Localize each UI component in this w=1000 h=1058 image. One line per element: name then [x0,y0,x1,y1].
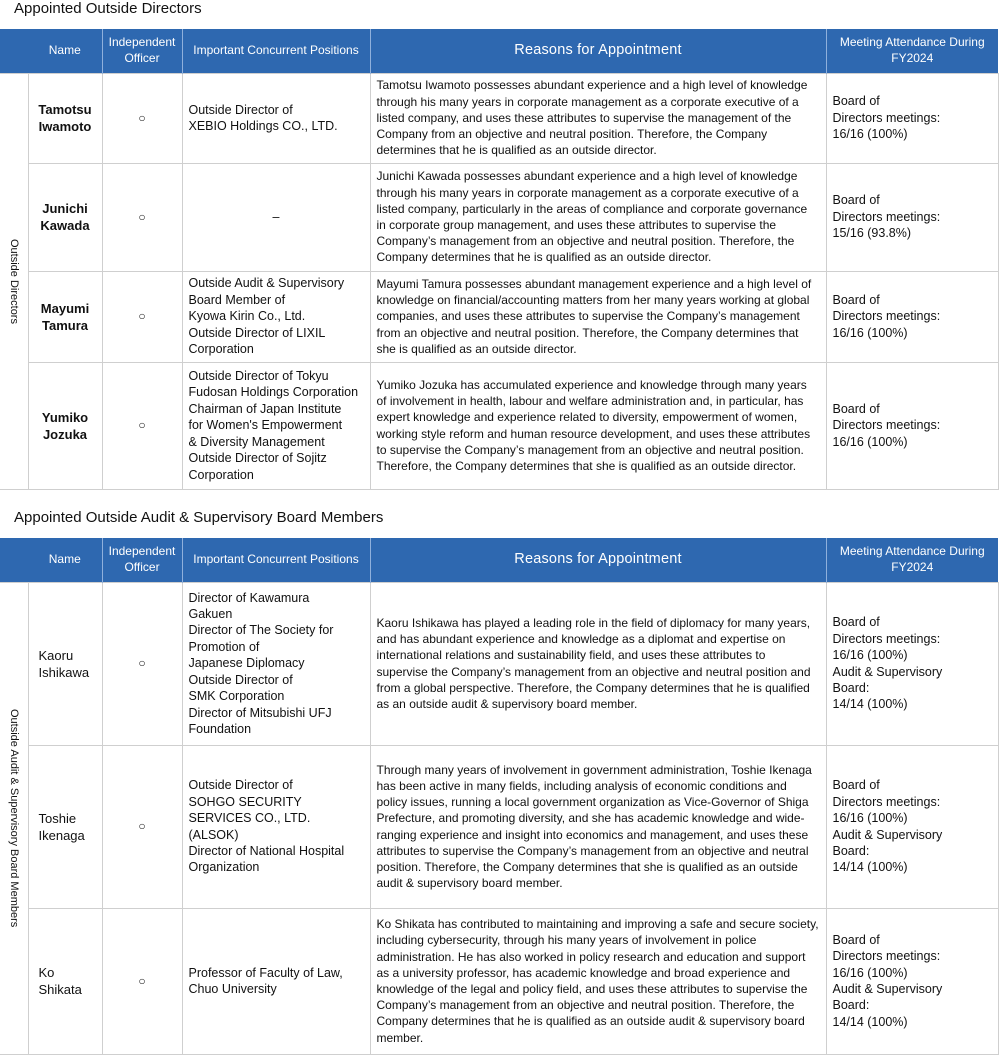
appointment-reason: Yumiko Jozuka has accumulated experience and knowledge through many years of involvement in health, labour and welfare administration and, in particular, has expert knowledge and experience related to diversity, empowerment of women, working style reform and human resource development, and uses these attributes to supervise the Company’s management from an objective and neutral position. Therefore, the Company determines that she is qualified as an outside director. [370,362,826,489]
header-independent: Independent Officer [102,538,182,582]
independent-mark: ○ [102,271,182,362]
meeting-attendance: Board of Directors meetings: 16/16 (100%) [826,271,998,362]
meeting-attendance: Board of Directors meetings: 16/16 (100%) Audit & Supervisory Board: 14/14 (100%) [826,908,998,1054]
table-row [0,362,998,489]
concurrent-positions: Outside Audit & Supervisory Board Member of Kyowa Kirin Co., Ltd. Outside Director of LIXIL Corporation [182,271,370,362]
meeting-attendance: Board of Directors meetings: 15/16 (93.8%) [826,163,998,271]
appointment-reason: Kaoru Ishikawa has played a leading role in the field of diplomacy for many years, and has abundant experience and knowledge as a diplomat and expertise on international relations and sustainability field, and uses these attributes to supervise the Company’s management from an objective and neutral position and from a global perspective. Therefore, the Company determines that he is qualified as an outside audit & supervisory board member. [370,582,826,745]
meeting-attendance: Board of Directors meetings: 16/16 (100%) Audit & Supervisory Board: 14/14 (100%) [826,745,998,908]
independent-mark: ○ [102,163,182,271]
header-name: Name [28,29,102,73]
header-positions: Important Concurrent Positions [182,538,370,582]
appointment-reason: Mayumi Tamura possesses abundant management experience and a high level of knowledge on financial/accounting matters from her many years working at global companies, and uses these attributes to supervise the Company’s management from an objective and neutral position. Therefore, the Company determines that she is qualified as an outside director. [370,271,826,362]
directors-table [0,29,999,490]
table-row [0,163,998,271]
section-title-auditors: Appointed Outside Audit & Supervisory Board Members [14,509,384,526]
header-reasons: Reasons for Appointment [370,29,826,73]
group-label-outside-directors: Outside Directors [7,238,20,324]
header-attendance: Meeting Attendance During FY2024 [826,538,998,582]
appointment-reason: Junichi Kawada possesses abundant experience and a high level of knowledge through his many years in corporate management as a corporate executive of a listed company, particularly in the areas of compliance and corporate governance in corporate group management, and uses these attributes to supervise the Company’s management from an objective and neutral position. Therefore, the Company determines that he is qualified as an outside director. [370,163,826,271]
concurrent-positions: Outside Director of SOHGO SECURITY SERVICES CO., LTD. (ALSOK) Director of National Hospital Organization [182,745,370,908]
appointment-reason: Ko Shikata has contributed to maintaining and improving a safe and secure society, including cybersecurity, through his many years of involvement in police administration. He has also worked in policy research and education and support as a university professor, has academic knowledge and broad experience and knowledge of the legal and policy field, and uses these attributes to supervise the Company’s management from an objective and neutral position. Therefore, the Company determines that he is qualified as an outside audit & supervisory board member. [370,908,826,1054]
header-reasons: Reasons for Appointment [370,538,826,582]
header-positions: Important Concurrent Positions [182,29,370,73]
meeting-attendance: Board of Directors meetings: 16/16 (100%) [826,73,998,163]
auditors-table [0,538,999,1055]
meeting-attendance: Board of Directors meetings: 16/16 (100%) [826,362,998,489]
table-row [0,745,998,908]
independent-mark: ○ [102,582,182,745]
concurrent-positions: Outside Director of Tokyu Fudosan Holdings Corporation Chairman of Japan Institute for Women's Empowerment & Diversity Management Outside Director of Sojitz Corporation [182,362,370,489]
table-row [0,271,998,362]
independent-mark: ○ [102,73,182,163]
director-name: Tamotsu Iwamoto [28,73,102,163]
table-row [0,908,998,1054]
concurrent-positions: Outside Director of XEBIO Holdings CO., LTD. [182,73,370,163]
meeting-attendance: Board of Directors meetings: 16/16 (100%) Audit & Supervisory Board: 14/14 (100%) [826,582,998,745]
appointment-reason: Tamotsu Iwamoto possesses abundant experience and a high level of knowledge through his many years in corporate management as a corporate executive of a listed company, and uses these attributes to supervise the management of the Company from an objective and neutral position. Therefore, the Company determines that he is qualified as an outside director. [370,73,826,163]
concurrent-positions: Professor of Faculty of Law, Chuo University [182,908,370,1054]
director-name: Mayumi Tamura [28,271,102,362]
auditor-name: Kaoru Ishikawa [28,582,102,745]
director-name: Yumiko Jozuka [28,362,102,489]
section-title-directors: Appointed Outside Directors [14,0,202,17]
auditor-name: Toshie Ikenaga [28,745,102,908]
independent-mark: ○ [102,745,182,908]
concurrent-positions: Director of Kawamura Gakuen Director of The Society for Promotion of Japanese Diplomacy Outside Director of SMK Corporation Director of Mitsubishi UFJ Foundation [182,582,370,745]
director-name: Junichi Kawada [28,163,102,271]
header-independent: Independent Officer [102,29,182,73]
auditor-name: Ko Shikata [28,908,102,1054]
independent-mark: ○ [102,362,182,489]
appointment-reason: Through many years of involvement in government administration, Toshie Ikenaga has been active in many fields, including analysis of economic conditions and policy issues, running a local government organization as Vice-Governor of Shiga Prefecture, and promoting diversity, and she has academic knowledge and wide-ranging experience and insight into economics and management, and uses these attributes to supervise the Company’s management from an objective and neutral position. Therefore, the Company determines that she is qualified as an outside audit & supervisory board member. [370,745,826,908]
independent-mark: ○ [102,908,182,1054]
header-attendance: Meeting Attendance During FY2024 [826,29,998,73]
header-name: Name [28,538,102,582]
group-label-outside-auditors: Outside Audit & Supervisory Board Members [7,708,20,928]
table-row [0,73,998,163]
concurrent-positions: – [182,163,370,271]
table-row [0,582,998,745]
